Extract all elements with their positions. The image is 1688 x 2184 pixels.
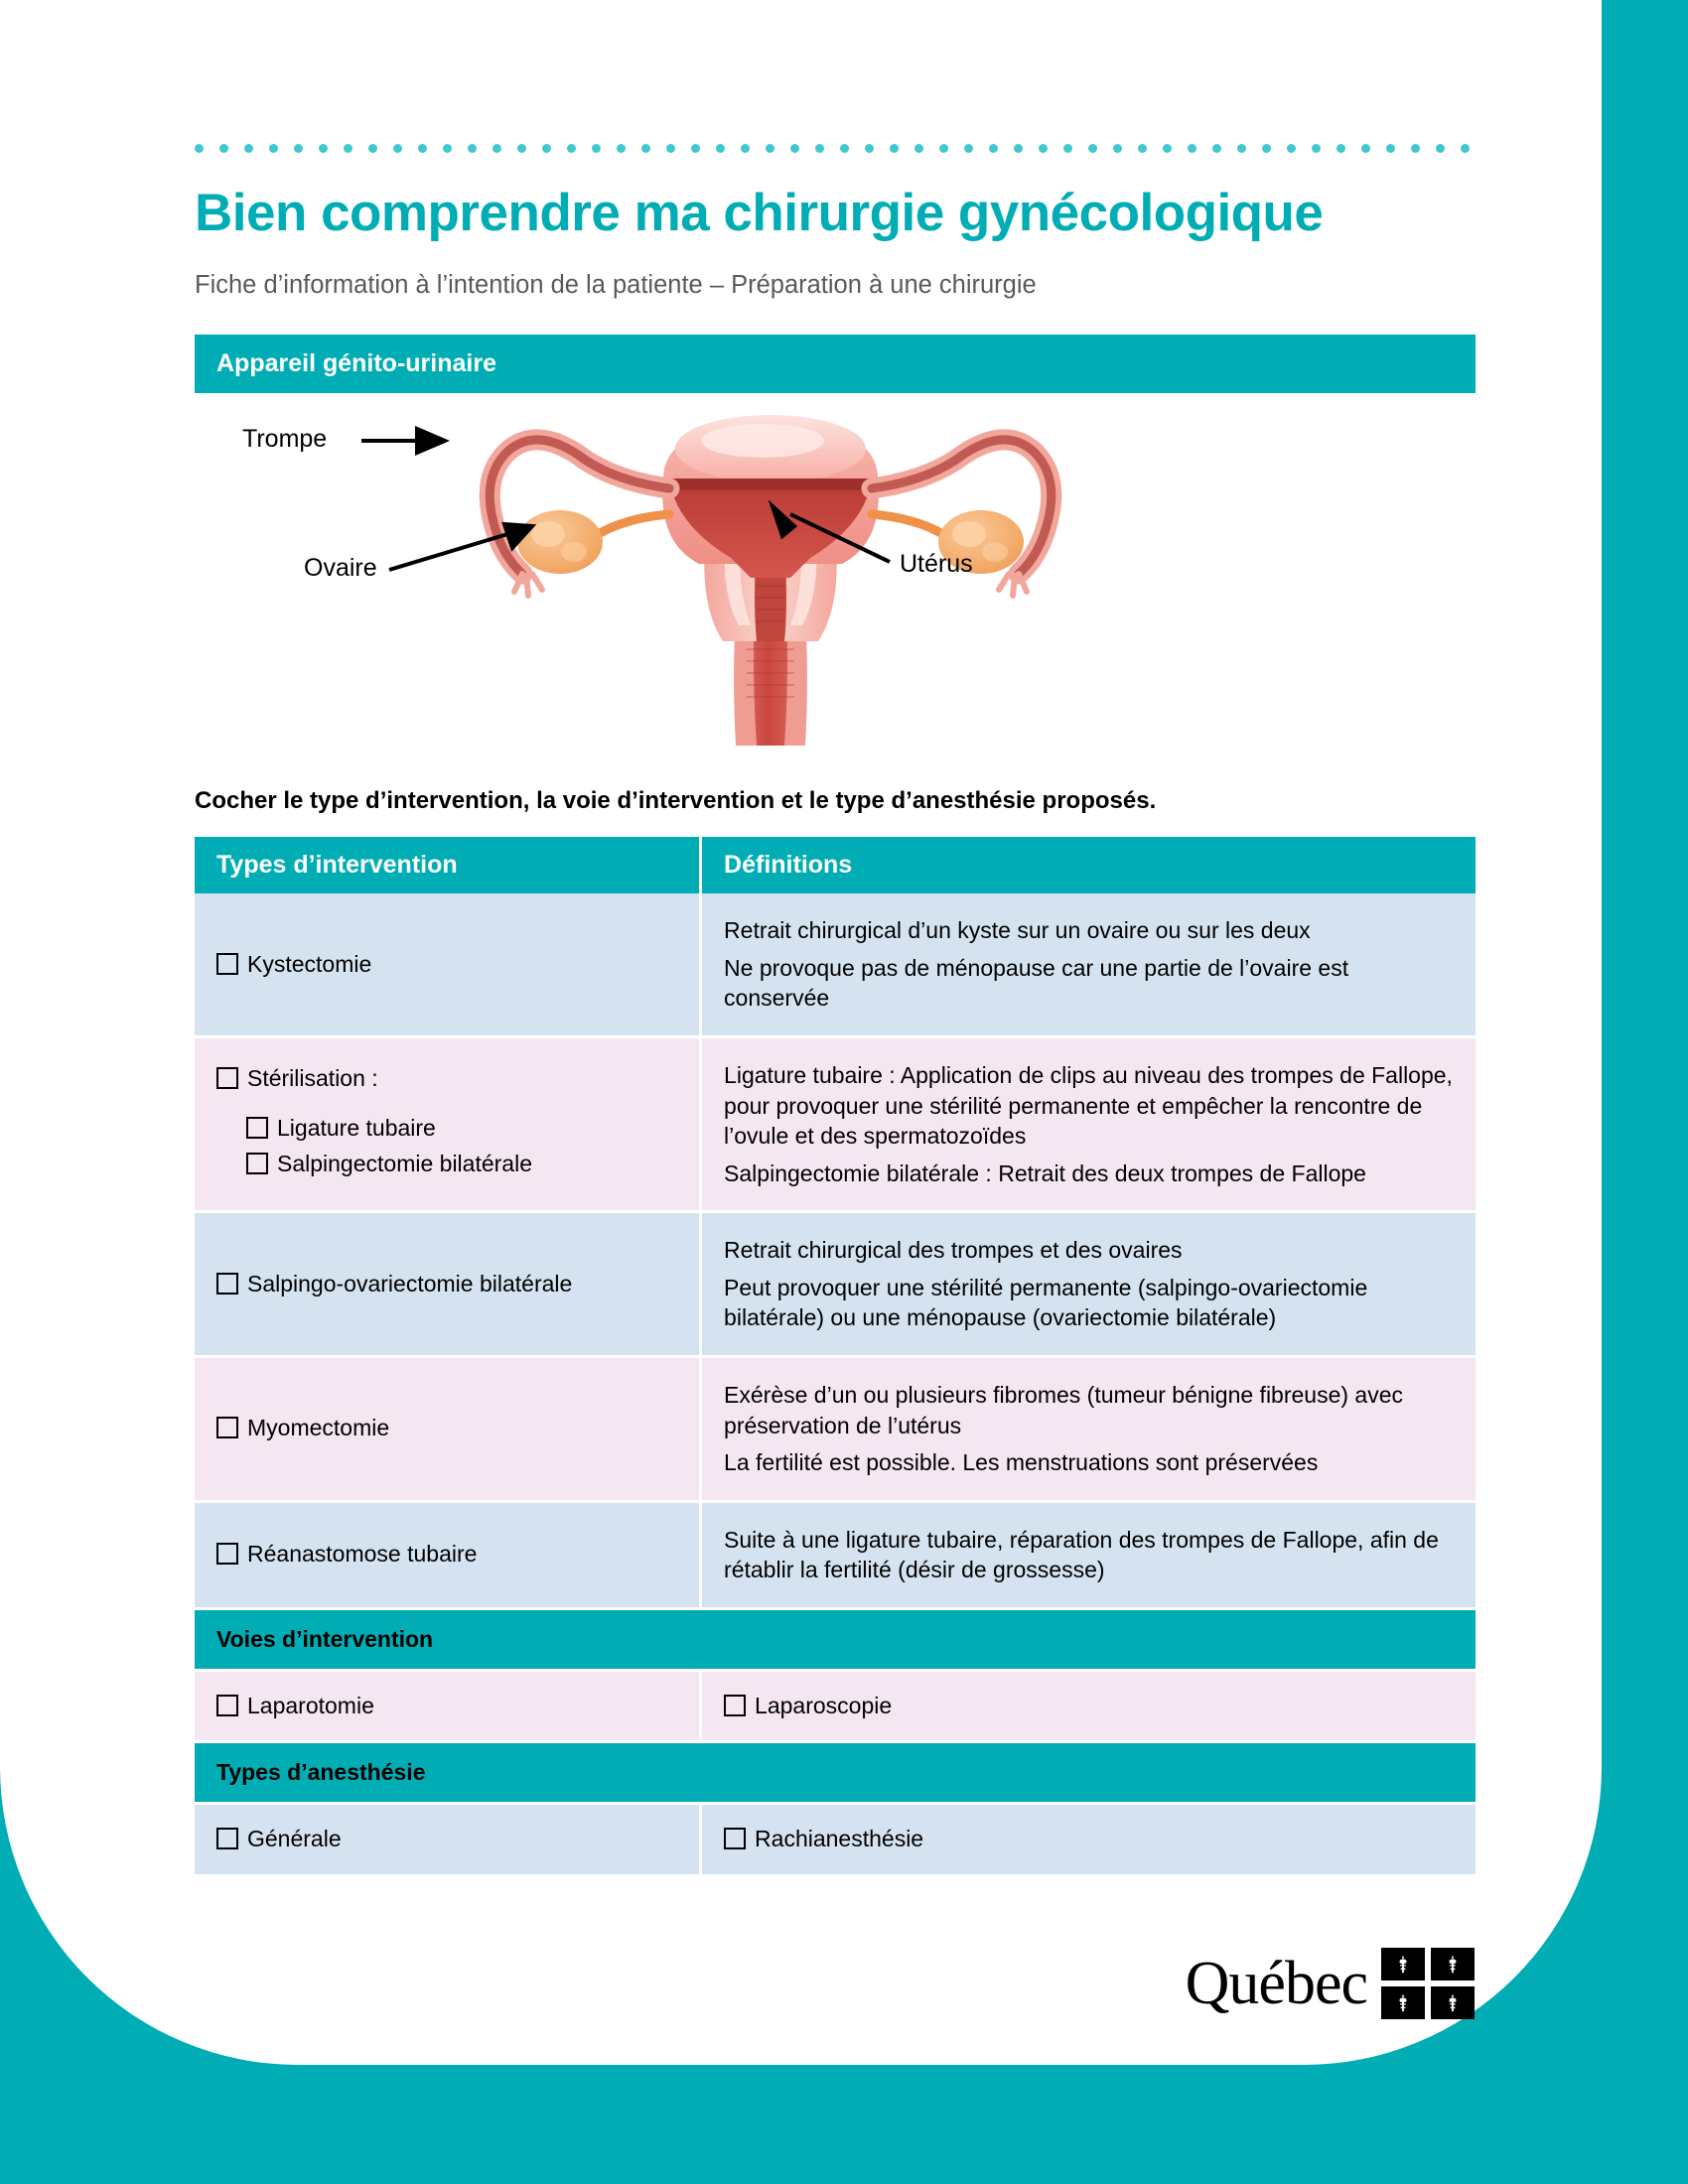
divider-dot [890, 144, 899, 153]
content-column [195, 0, 1476, 1877]
intervention-sub-option[interactable] [246, 1114, 677, 1144]
checkbox-label: Ligature tubaire [277, 1114, 436, 1141]
quebec-wordmark: Québec [1185, 1950, 1367, 2017]
definition-paragraph: Ligature tubaire : Application de clips au niveau des trompes de Fallope, pour provoquer une stérilité permanente et empêcher la rencontre de l’ovule et des spermatozoïdes [724, 1062, 1453, 1150]
section-header-routes: Voies d’intervention [195, 1608, 1476, 1670]
table-row [195, 1803, 1476, 1875]
divider-dot [1436, 144, 1445, 153]
checkbox-label: Stérilisation : [247, 1064, 378, 1091]
definition-cell [701, 893, 1476, 1036]
intervention-cell [195, 1357, 701, 1502]
divider-dot [1063, 144, 1072, 153]
checkbox-icon[interactable] [246, 1117, 268, 1139]
label-ovaire: Ovaire [304, 554, 377, 583]
divider-dot [1287, 144, 1296, 153]
divider-dot [1336, 144, 1345, 153]
divider-dot [939, 144, 948, 153]
page-title: Bien comprendre ma chirurgie gynécologique [195, 184, 1324, 242]
intervention-option[interactable] [216, 1270, 677, 1299]
divider-dot [244, 144, 253, 153]
label-uterus: Utérus [900, 550, 973, 579]
divider-dot [542, 144, 551, 153]
divider-dot [294, 144, 303, 153]
checkbox-label: Rachianesthésie [755, 1825, 924, 1851]
divider-dot [344, 144, 352, 153]
intervention-option[interactable] [216, 1064, 677, 1094]
table-header-row [195, 837, 1476, 893]
checkbox-label: Kystectomie [247, 950, 372, 977]
divider-dot [766, 144, 774, 153]
divider-dot [815, 144, 824, 153]
checkbox-icon[interactable] [216, 1695, 238, 1716]
anesthesia-option-cell [701, 1803, 1476, 1875]
divider-dot [691, 144, 700, 153]
checkbox-label: Générale [247, 1825, 342, 1851]
column-header-definitions: Définitions [701, 837, 1476, 893]
divider-dot [666, 144, 675, 153]
definition-cell [701, 1357, 1476, 1502]
definition-cell [701, 1501, 1476, 1608]
divider-dot [517, 144, 526, 153]
table-row [195, 1037, 1476, 1212]
checkbox-icon[interactable] [216, 1543, 238, 1565]
definition-paragraph: Retrait chirurgical des trompes et des ovaires [724, 1237, 1183, 1264]
divider-dot [368, 144, 377, 153]
divider-dot [914, 144, 923, 153]
table-row [195, 1212, 1476, 1357]
checkbox-label: Laparotomie [247, 1692, 374, 1718]
divider-dot [840, 144, 849, 153]
section-header-anesthesia: Types d’anesthésie [195, 1742, 1476, 1804]
divider-dot [1237, 144, 1246, 153]
sub-option-list [216, 1114, 677, 1179]
checkbox-label: Salpingectomie bilatérale [277, 1150, 532, 1176]
divider-dot [1039, 144, 1048, 153]
divider-dot [393, 144, 402, 153]
intervention-cell [195, 1212, 701, 1357]
uterus-diagram-icon [195, 393, 1476, 746]
divider-dot [1212, 144, 1221, 153]
definition-paragraph: La fertilité est possible. Les menstruations sont préservées [724, 1449, 1319, 1476]
divider-dot [716, 144, 725, 153]
divider-dot [468, 144, 477, 153]
route-option-cell [701, 1670, 1476, 1742]
table-row [195, 893, 1476, 1036]
divider-dot [1461, 144, 1470, 153]
option-checkbox[interactable] [724, 1692, 1454, 1721]
intervention-option[interactable] [216, 1540, 677, 1570]
divider-dot [567, 144, 576, 153]
checkbox-icon[interactable] [216, 1828, 238, 1849]
divider-dot [865, 144, 874, 153]
divider-dot [741, 144, 750, 153]
divider-dot [1088, 144, 1097, 153]
intervention-cell [195, 893, 701, 1036]
divider-dot [1411, 144, 1420, 153]
intervention-option[interactable] [216, 1414, 677, 1443]
table-row [195, 1670, 1476, 1742]
column-header-types: Types d’intervention [195, 837, 701, 893]
quebec-logo [1186, 1948, 1475, 2019]
divider-dot [195, 144, 204, 153]
table-row [195, 1357, 1476, 1502]
divider-dot [269, 144, 278, 153]
divider-dot [1262, 144, 1271, 153]
interventions-table [195, 837, 1476, 1877]
checkbox-label: Laparoscopie [755, 1692, 893, 1718]
divider-dot [964, 144, 973, 153]
definition-paragraph: Ne provoque pas de ménopause car une partie de l’ovaire est conservée [724, 954, 1349, 1012]
definition-paragraph: Suite à une ligature tubaire, réparation des trompes de Fallope, afin de rétablir la fertilité (désir de grossesse) [724, 1526, 1439, 1583]
checkbox-label: Réanastomose tubaire [247, 1541, 478, 1568]
divider-dot [1014, 144, 1023, 153]
definition-paragraph: Peut provoquer une stérilité permanente (salpingo-ovariectomie bilatérale) ou une ménopause (ovariectomie bilatérale) [724, 1274, 1368, 1331]
divider-dot [989, 144, 998, 153]
option-checkbox[interactable] [724, 1825, 1454, 1854]
table-row [195, 1501, 1476, 1608]
definition-paragraph: Exérèse d’un ou plusieurs fibromes (tumeur bénigne fibreuse) avec préservation de l’utérus [724, 1382, 1404, 1438]
instruction-text: Cocher le type d’intervention, la voie d’intervention et le type d’anesthésie proposés. [195, 787, 1157, 815]
label-trompe: Trompe [242, 425, 328, 454]
checkbox-icon[interactable] [724, 1828, 746, 1849]
section-row [195, 1742, 1476, 1804]
intervention-cell [195, 1501, 701, 1608]
quebec-flag-icon [1381, 1948, 1475, 2019]
definition-cell [701, 1212, 1476, 1357]
intervention-sub-option[interactable] [246, 1150, 677, 1179]
divider-dot [319, 144, 328, 153]
checkbox-icon[interactable] [216, 1067, 238, 1089]
divider-dot [790, 144, 799, 153]
route-option-cell [195, 1670, 701, 1742]
checkbox-icon[interactable] [246, 1153, 268, 1174]
definition-cell [701, 1037, 1476, 1212]
definition-paragraph: Retrait chirurgical d’un kyste sur un ovaire ou sur les deux [724, 917, 1311, 944]
option-checkbox[interactable] [216, 1825, 677, 1854]
checkbox-label: Myomectomie [247, 1415, 390, 1441]
checkbox-icon[interactable] [724, 1695, 746, 1716]
divider-dot [641, 144, 650, 153]
checkbox-icon[interactable] [216, 1273, 238, 1295]
page-subtitle: Fiche d’information à l’intention de la patiente – Préparation à une chirurgie [195, 270, 1037, 299]
checkbox-icon[interactable] [216, 1417, 238, 1438]
divider-dot [219, 144, 228, 153]
divider-dot [1163, 144, 1172, 153]
divider-dot [1138, 144, 1147, 153]
divider-dot [1113, 144, 1122, 153]
anesthesia-option-cell [195, 1803, 701, 1875]
option-checkbox[interactable] [216, 1692, 677, 1721]
divider-dot [418, 144, 427, 153]
definition-paragraph: Salpingectomie bilatérale : Retrait des deux trompes de Fallope [724, 1160, 1366, 1186]
section-header-anatomy: Appareil génito-urinaire [195, 335, 1476, 393]
anatomy-figure [195, 393, 1476, 746]
section-row [195, 1608, 1476, 1670]
divider-dot [492, 144, 501, 153]
divider-dot [1188, 144, 1196, 153]
divider-dot [1361, 144, 1370, 153]
divider-dot [1312, 144, 1321, 153]
intervention-option[interactable] [216, 950, 677, 980]
checkbox-label: Salpingo-ovariectomie bilatérale [247, 1270, 573, 1297]
checkbox-icon[interactable] [216, 953, 238, 975]
dotted-divider [195, 144, 1476, 156]
divider-dot [1386, 144, 1395, 153]
divider-dot [617, 144, 626, 153]
intervention-cell [195, 1037, 701, 1212]
divider-dot [592, 144, 601, 153]
divider-dot [443, 144, 452, 153]
